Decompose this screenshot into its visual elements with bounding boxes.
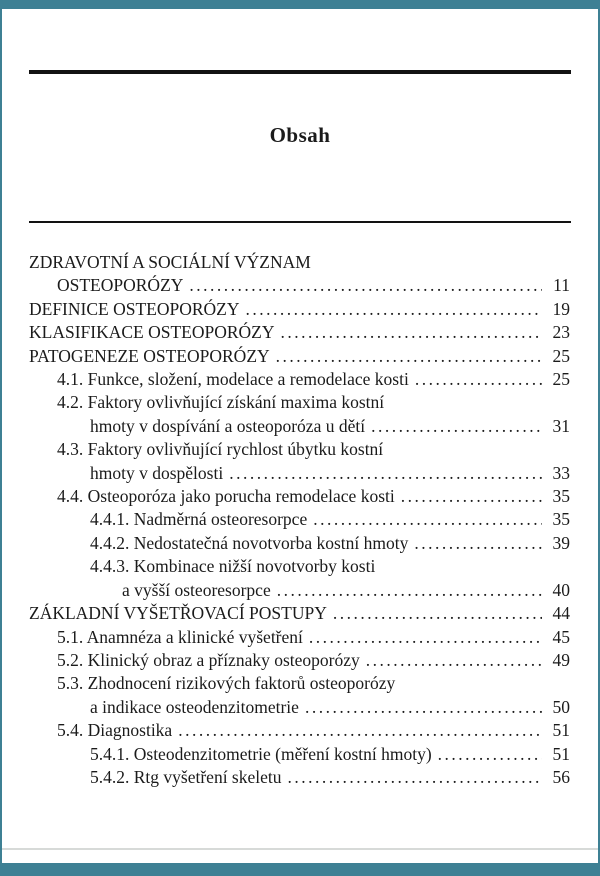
toc-entry-text: 4.4.2. Nedostatečná novotvorba kostní hmoty [90,532,409,553]
toc-row [29,719,570,742]
toc-page-number: 56 [552,766,570,787]
dot-leader [438,743,542,766]
toc-entry-text: hmoty v dospělosti [90,462,224,483]
toc-page-number: 31 [552,415,570,436]
page-title: Obsah [269,123,331,147]
toc-entry-text: a indikace osteodenzitometrie [90,696,299,717]
top-rule [29,70,571,74]
toc-row [29,415,570,438]
book-page [2,9,598,863]
toc-row [29,626,570,649]
dot-leader [366,649,542,672]
toc-entry-text: 4.4.1. Nadměrná osteoresorpce [90,509,308,530]
dot-leader [313,508,542,531]
table-of-contents [29,251,570,789]
toc-page-number: 35 [552,509,570,530]
dot-leader [229,462,542,485]
toc-entry-text: 5.1. Anamnéza a klinické vyšetření [57,626,303,647]
toc-entry-text: 4.3. Faktory ovlivňující rychlost úbytku kostní [57,439,384,460]
dot-leader [288,766,542,789]
toc-row [29,579,570,602]
toc-entry-text: 5.4.2. Rtg vyšetření skeletu [90,766,282,787]
toc-row [29,345,570,368]
toc-page-number: 45 [552,626,570,647]
toc-page-number: 33 [552,462,570,483]
dot-leader [178,719,542,742]
toc-entry-text: 4.4.3. Kombinace nižší novotvorby kosti [90,556,376,577]
toc-entry-text: 5.4.1. Osteodenzitometrie (měření kostní hmoty) [90,743,432,764]
dot-leader [276,345,542,368]
toc-page-number: 11 [553,275,570,296]
dot-leader [415,368,542,391]
dot-leader [189,274,542,297]
toc-page-number: 25 [552,345,570,366]
toc-page-number: 49 [552,649,570,670]
toc-entry-text: DEFINICE OSTEOPORÓZY [29,298,240,319]
dot-leader [309,626,542,649]
toc-row [29,766,570,789]
toc-entry-text: 4.2. Faktory ovlivňující získání maxima kostní [57,392,385,413]
toc-entry-text: a vyšší osteoresorpce [122,579,271,600]
toc-entry-text: ZDRAVOTNÍ A SOCIÁLNÍ VÝZNAM [29,252,311,272]
toc-row [29,391,570,414]
toc-row [29,485,570,508]
toc-entry-text: 4.4. Osteoporóza jako porucha remodelace kosti [57,486,395,507]
toc-entry-text: OSTEOPORÓZY [57,275,184,296]
toc-page-number: 50 [552,696,570,717]
toc-row [29,438,570,461]
dot-leader [305,696,542,719]
dot-leader [246,298,543,321]
dot-leader [401,485,542,508]
toc-entry-text: 5.4. Diagnostika [57,720,173,741]
toc-row [29,462,570,485]
toc-row [29,649,570,672]
toc-page-number: 40 [552,579,570,600]
dot-leader [281,321,543,344]
toc-page-number: 23 [552,322,570,343]
toc-row [29,508,570,531]
toc-page-number: 39 [552,532,570,553]
dot-leader [333,602,542,625]
toc-row [29,602,570,625]
toc-row [29,298,570,321]
toc-page-number: 51 [552,743,570,764]
toc-page-number: 51 [552,720,570,741]
dot-leader [414,532,542,555]
toc-row [29,274,570,297]
divider-rule [29,221,571,223]
toc-row [29,672,570,695]
toc-page-number: 44 [552,603,570,624]
toc-row [29,321,570,344]
toc-entry-text: 5.3. Zhodnocení rizikových faktorů osteoporózy [57,673,396,694]
dot-leader [277,579,542,602]
toc-entry-text: 4.1. Funkce, složení, modelace a remodelace kosti [57,369,409,390]
dot-leader [371,415,542,438]
toc-row [29,368,570,391]
toc-page-number: 25 [552,369,570,390]
toc-entry-text: KLASIFIKACE OSTEOPORÓZY [29,322,275,343]
toc-entry-text: 5.2. Klinický obraz a příznaky osteoporózy [57,649,360,670]
toc-page-number: 19 [552,298,570,319]
toc-row [29,532,570,555]
toc-row [29,555,570,578]
toc-row [29,251,570,274]
toc-entry-text: hmoty v dospívání a osteoporóza u dětí [90,415,366,436]
toc-row [29,696,570,719]
toc-row [29,743,570,766]
toc-entry-text: PATOGENEZE OSTEOPORÓZY [29,345,270,366]
toc-entry-text: ZÁKLADNÍ VYŠETŘOVACÍ POSTUPY [29,603,327,624]
toc-page-number: 35 [552,486,570,507]
